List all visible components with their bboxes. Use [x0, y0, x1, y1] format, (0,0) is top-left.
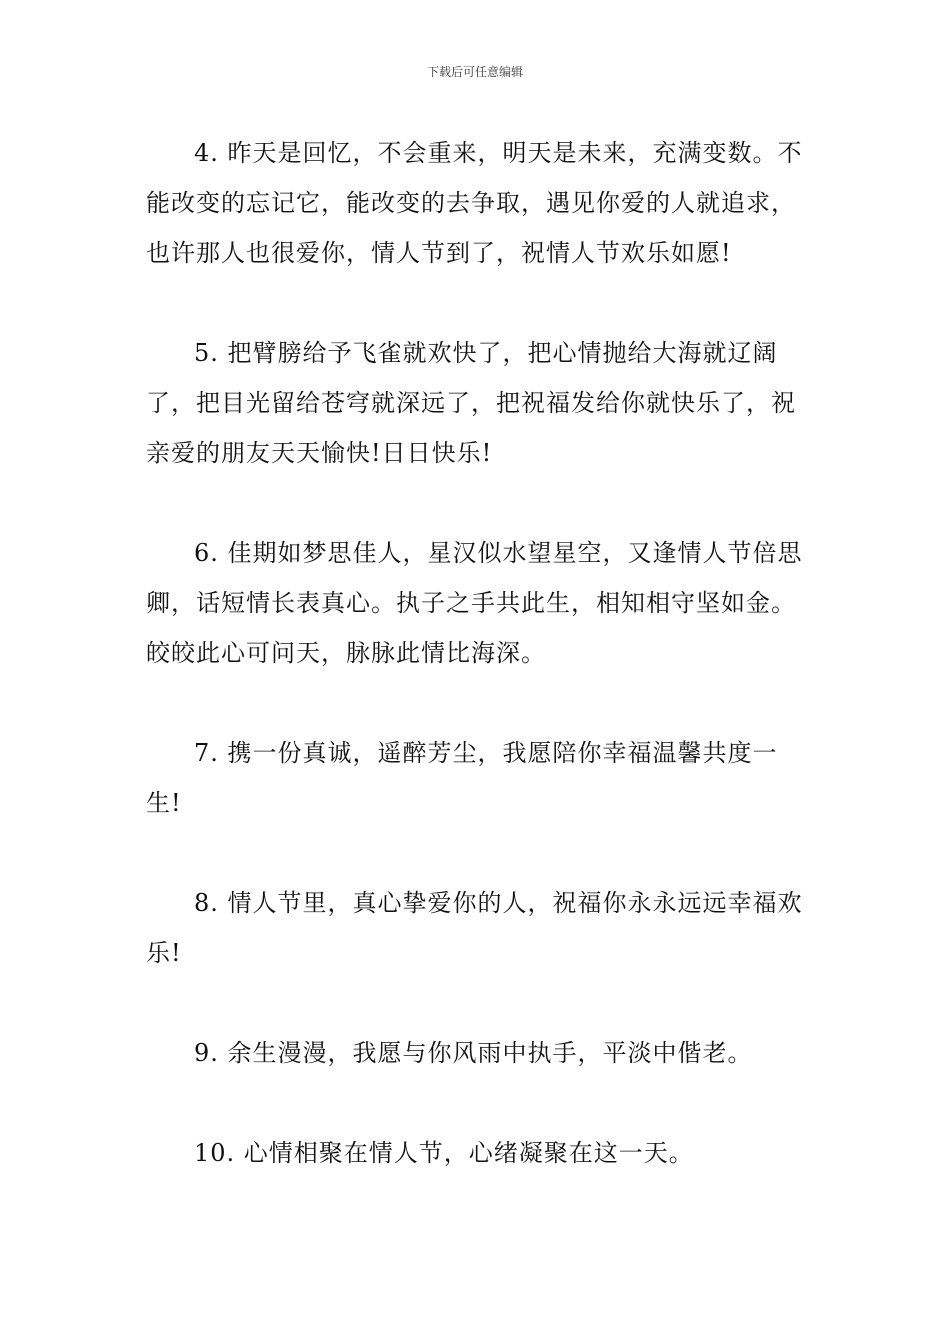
page-header: 下载后可任意编辑 — [426, 65, 523, 79]
paragraph-8: 8. 情人节里，真心挚爱你的人，祝福你永永远远幸福欢乐! — [146, 889, 803, 967]
paragraph-4: 4. 昨天是回忆，不会重来，明天是未来，充满变数。不能改变的忘记它，能改变的去争取，遇见你爱的人就追求，也许那人也很爱你，情人节到了，祝情人节欢乐如愿! — [146, 139, 803, 267]
paragraph-7: 7. 携一份真诚，遥醉芳尘，我愿陪你幸福温馨共度一生! — [146, 739, 778, 817]
paragraph-5: 5. 把臂膀给予飞雀就欢快了，把心情抛给大海就辽阔了，把目光留给苍穹就深远了，把祝福发给你就快乐了，祝亲爱的朋友天天愉快!日日快乐! — [146, 339, 796, 467]
paragraph-10: 10. 心情相聚在情人节，心绪凝聚在这一天。 — [194, 1139, 694, 1167]
paragraph-6: 6. 佳期如梦思佳人，星汉似水望星空，又逢情人节倍思卿，话短情长表真心。执子之手共此生，相知相守坚如金。皎皎此心可问天，脉脉此情比海深。 — [146, 539, 803, 667]
paragraph-9: 9. 余生漫漫，我愿与你风雨中执手，平淡中偕老。 — [194, 1039, 753, 1067]
document-body — [146, 128, 808, 1178]
